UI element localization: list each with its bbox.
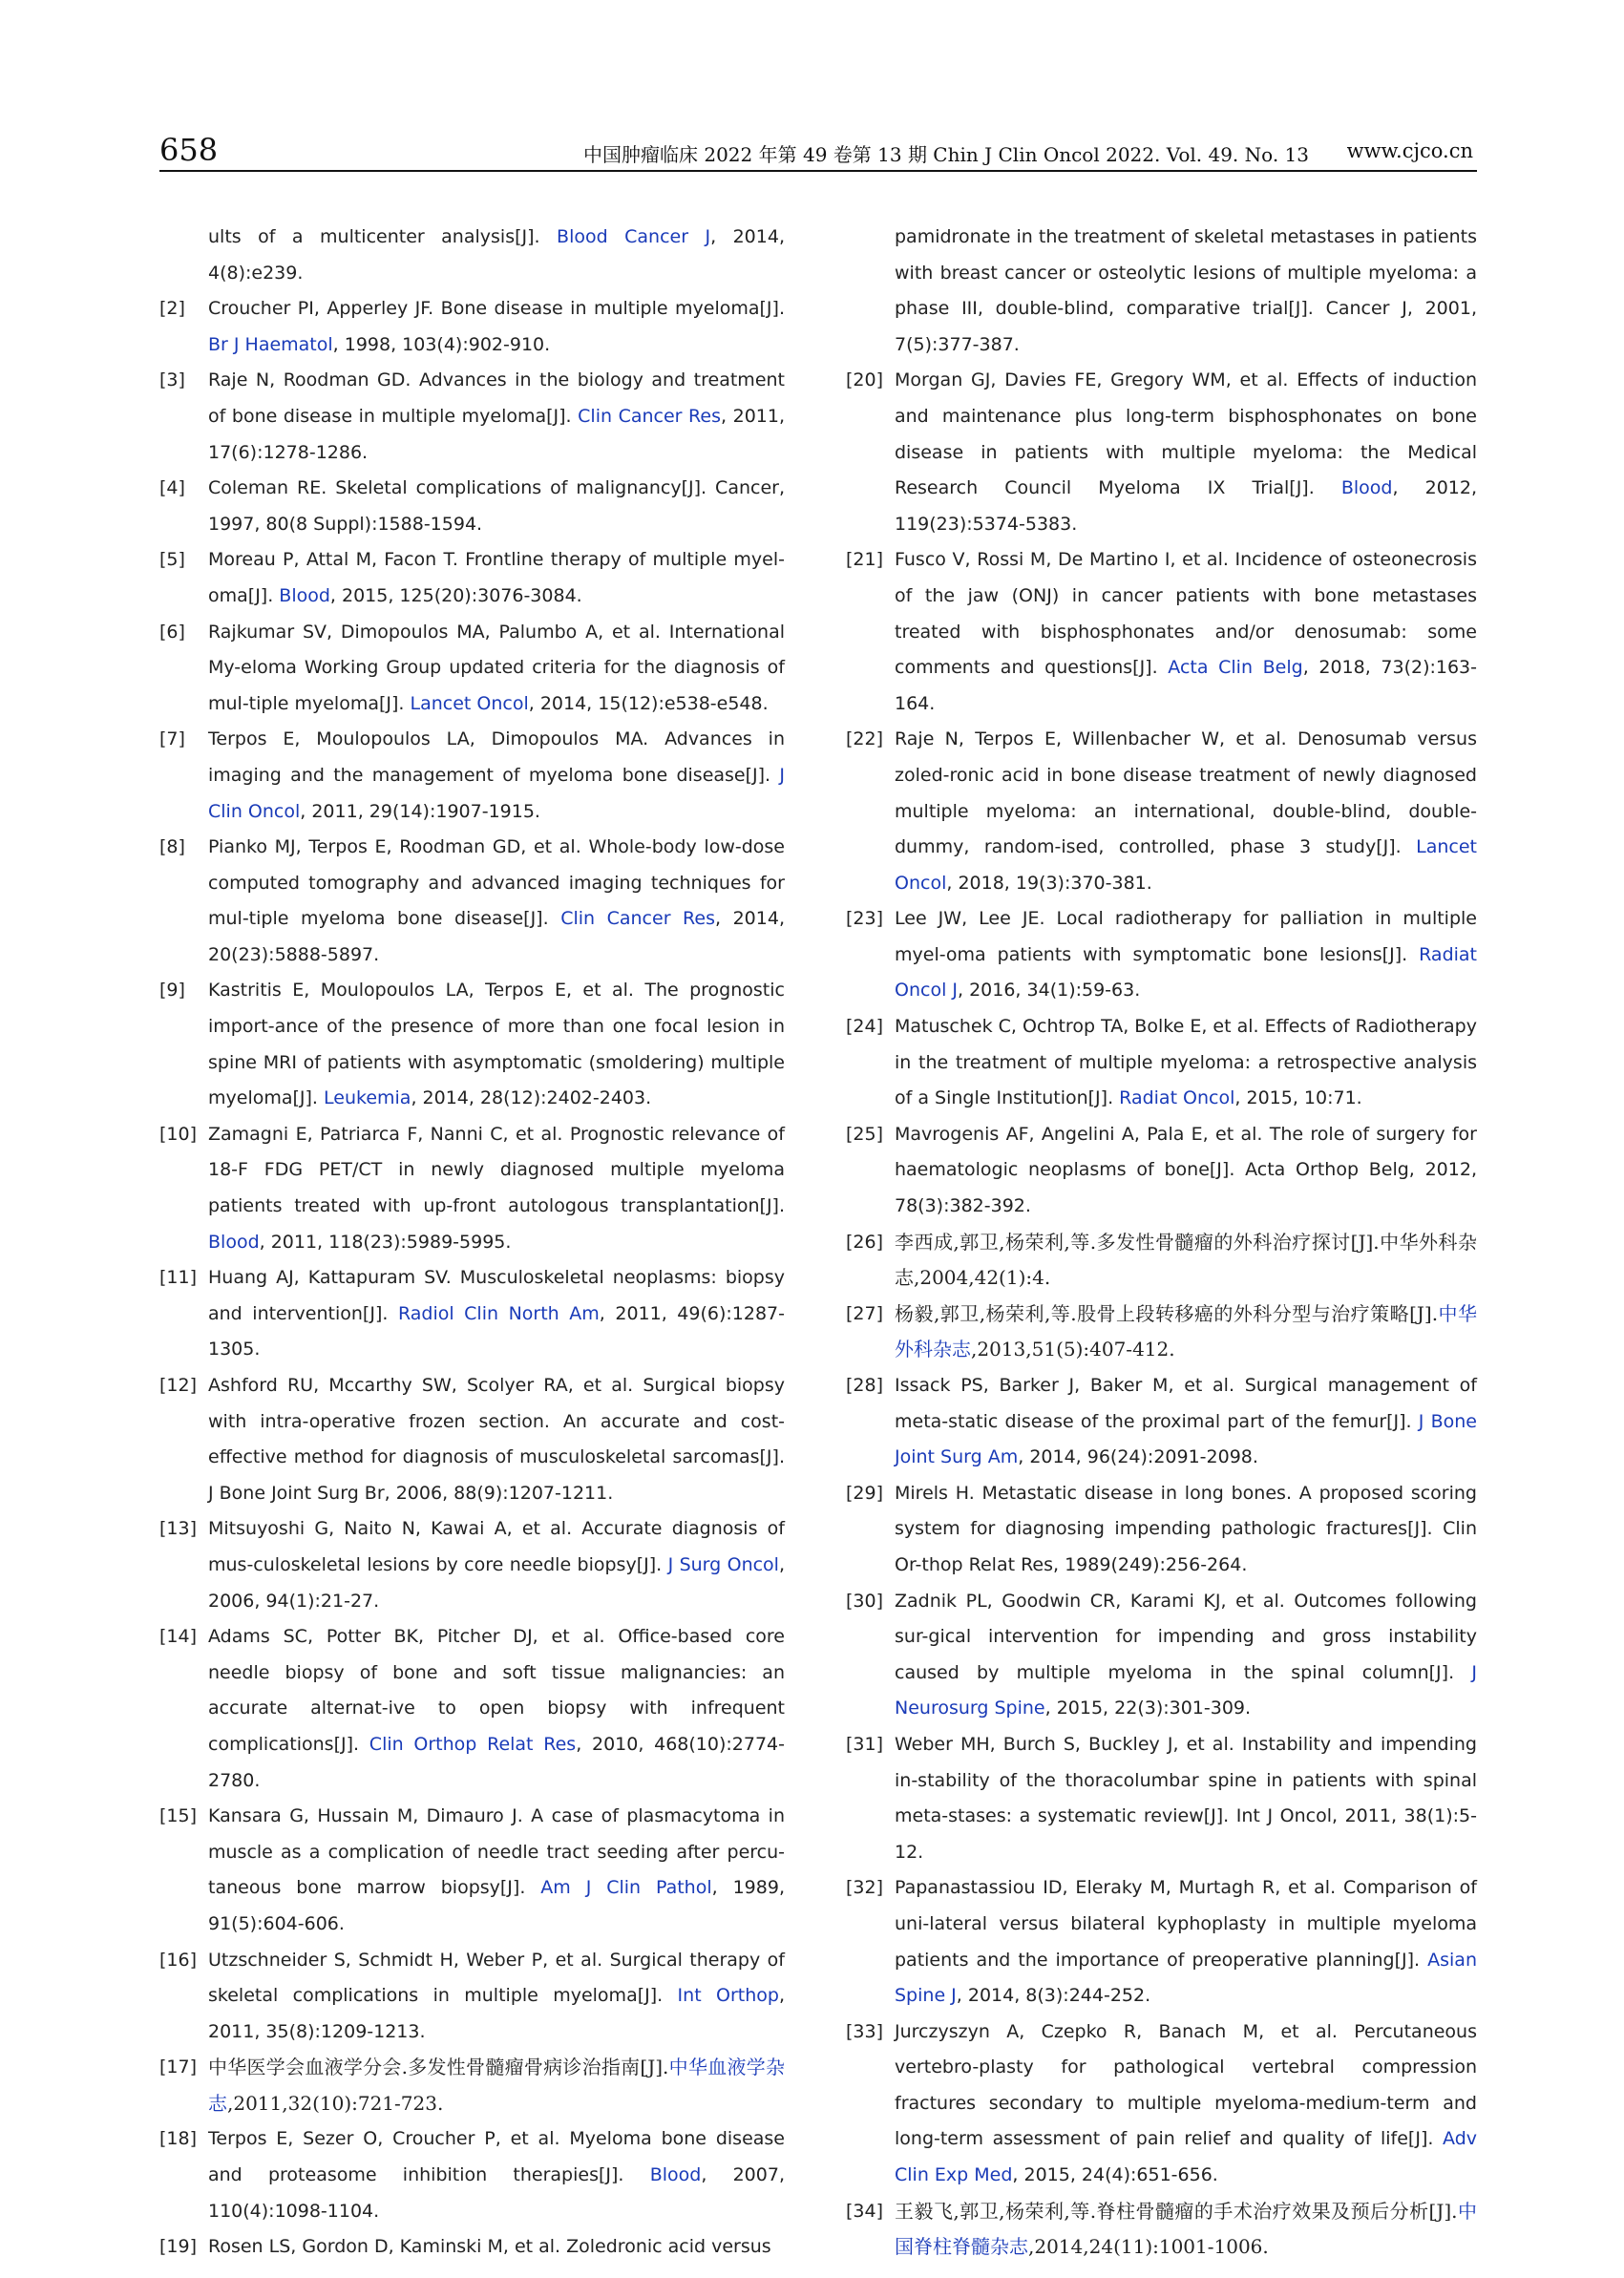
reference-text — [895, 722, 1477, 901]
reference-number: [4] — [159, 477, 185, 499]
reference-number: [31] — [846, 1733, 884, 1755]
reference-item — [846, 1584, 1477, 1727]
reference-body: Mavrogenis AF, Angelini A, Pala E, et al. The role of surgery for haematologic neoplasms of bone[J]. Acta Orthop Belg, 2012, 78(3):382-392. — [895, 1123, 1477, 1217]
reference-number: [34] — [846, 2200, 884, 2222]
reference-text — [208, 1260, 785, 1368]
reference-item — [846, 1368, 1477, 1476]
journal-link[interactable]: 中华外科杂志 — [895, 1301, 1478, 1361]
reference-body: 李西成,郭卫,杨荣利,等.多发性骨髓瘤的外科治疗探讨[J].中华外科杂志,2004,42(1):4. — [895, 1230, 1477, 1290]
reference-body: Raje N, Roodman GD. Advances in the biology and treatment of bone disease in multiple myeloma[J]. — [208, 369, 785, 427]
journal-link[interactable]: Blood — [1340, 477, 1393, 499]
reference-item — [159, 1799, 785, 1942]
reference-item — [159, 542, 785, 614]
reference-text — [895, 1368, 1477, 1476]
reference-text — [208, 363, 785, 471]
reference-details: , 2018, 19(3):370-381. — [946, 872, 1152, 894]
reference-details: , 2015, 125(20):3076-3084. — [329, 584, 582, 606]
reference-number: [13] — [159, 1518, 198, 1540]
reference-text — [895, 901, 1477, 1009]
reference-body: Croucher PI, Apperley JF. Bone disease in multiple myeloma[J]. — [208, 298, 785, 320]
reference-text — [208, 1943, 785, 2051]
reference-text — [208, 471, 785, 542]
reference-number: [29] — [846, 1482, 884, 1504]
journal-link[interactable]: Blood Cancer J — [557, 226, 711, 247]
journal-link[interactable]: Blood — [208, 1231, 260, 1253]
reference-body: Rosen LS, Gordon D, Kaminski M, et al. Zoledronic acid versus — [208, 2236, 771, 2258]
reference-body: pamidronate in the treatment of skeletal metastases in patients with breast cancer or osteolytic lesions of multiple myeloma: a phase III, double-blind, comparative trial[J]. Cancer J, 2001, 7(5):377-387. — [895, 226, 1477, 355]
journal-link[interactable]: J Neurosurg Spine — [895, 1661, 1477, 1719]
reference-body: Pianko MJ, Terpos E, Roodman GD, et al. Whole-body low-dose computed tomography and advanced imaging techniques for mul-tiple myeloma bone disease[J]. — [208, 836, 785, 930]
reference-text — [208, 291, 785, 363]
journal-link[interactable]: Clin Orthop Relat Res — [369, 1733, 577, 1755]
journal-website: www.cjco.cn — [1346, 139, 1473, 162]
reference-body: Mitsuyoshi G, Naito N, Kawai A, et al. Accurate diagnosis of mus-culoskeletal lesions by core needle biopsy[J]. — [208, 1518, 785, 1575]
reference-number: [20] — [846, 369, 884, 391]
reference-item — [846, 1870, 1477, 2014]
journal-link[interactable]: Asian Spine J — [895, 1949, 1477, 2007]
reference-number: [17] — [159, 2057, 198, 2078]
journal-link[interactable]: Radiat Oncol J — [895, 943, 1477, 1002]
reference-body: Huang AJ, Kattapuram SV. Musculoskeletal neoplasms: biopsy and intervention[J]. — [208, 1267, 785, 1324]
reference-body: 杨毅,郭卫,杨荣利,等.股骨上段转移癌的外科分型与治疗策略[J]. — [895, 1301, 1439, 1325]
reference-number: [22] — [846, 728, 884, 750]
reference-item — [159, 471, 785, 542]
reference-number: [33] — [846, 2020, 884, 2042]
reference-text — [895, 1117, 1477, 1225]
reference-number: [14] — [159, 1626, 198, 1648]
journal-link[interactable]: Am J Clin Pathol — [540, 1877, 712, 1899]
reference-item — [846, 2194, 1477, 2266]
reference-details: , 2011, 49(6):1287-1305. — [208, 1302, 786, 1360]
reference-item — [159, 2229, 785, 2266]
reference-item — [159, 1368, 785, 1511]
reference-item — [846, 1727, 1477, 1870]
reference-text — [208, 830, 785, 973]
reference-number: [23] — [846, 908, 884, 930]
reference-details: , 1998, 103(4):902-910. — [332, 333, 551, 355]
reference-item — [846, 363, 1477, 542]
reference-body: Rajkumar SV, Dimopoulos MA, Palumbo A, et al. International My-eloma Working Group updated criteria for the diagnosis of mul-tiple myeloma[J]. — [208, 621, 785, 714]
reference-details: , 2014, 20(23):5888-5897. — [208, 908, 785, 965]
journal-link[interactable]: 中华血液学杂志 — [208, 2056, 786, 2115]
reference-item — [846, 1225, 1477, 1297]
reference-item — [159, 291, 785, 363]
reference-item — [159, 830, 785, 973]
journal-name: 中国肿瘤临床 2022 年第 49 卷第 13 期 Chin J Clin Oncol 2022. Vol. 49. No. 13 — [583, 143, 1309, 166]
journal-link[interactable]: Br J Haematol — [208, 333, 333, 355]
reference-text — [895, 220, 1477, 363]
reference-details: ,2013,51(5):407-412. — [971, 1338, 1175, 1361]
reference-details: , 2011, 29(14):1907-1915. — [300, 800, 540, 822]
reference-item — [846, 1117, 1477, 1225]
reference-text — [895, 363, 1477, 542]
reference-item — [846, 1009, 1477, 1117]
journal-link[interactable]: Radiat Oncol — [1119, 1087, 1235, 1109]
reference-body: Papanastassiou ID, Eleraky M, Murtagh R, et al. Comparison of uni-lateral versus bilateral kyphoplasty in multiple myeloma patients and the importance of preoperative planning[J]. — [895, 1877, 1477, 1971]
reference-details: , 2015, 10:71. — [1234, 1087, 1362, 1109]
journal-link[interactable]: J Bone Joint Surg Am — [895, 1410, 1477, 1468]
journal-link[interactable]: 中国脊柱脊髓杂志 — [895, 2199, 1478, 2259]
reference-item — [846, 1476, 1477, 1584]
reference-number: [21] — [846, 549, 884, 571]
reference-body: Zamagni E, Patriarca F, Nanni C, et al. Prognostic relevance of 18-F FDG PET/CT in newly diagnosed multiple myeloma patients treated with up-front autologous transplantation[J]. — [208, 1123, 785, 1217]
reference-body: Issack PS, Barker J, Baker M, et al. Surgical management of meta-static disease of the proximal part of the femur[J]. — [895, 1375, 1477, 1432]
reference-text — [208, 615, 785, 723]
reference-number: [25] — [846, 1123, 884, 1145]
journal-link[interactable]: Blood — [279, 584, 330, 606]
reference-body: Moreau P, Attal M, Facon T. Frontline therapy of multiple myel-oma[J]. — [208, 549, 785, 606]
reference-item — [846, 2014, 1477, 2194]
reference-number: [24] — [846, 1016, 884, 1038]
reference-number: [15] — [159, 1805, 198, 1827]
reference-body: Coleman RE. Skeletal complications of malignancy[J]. Cancer, 1997, 80(8 Suppl):1588-1594. — [208, 477, 785, 535]
reference-text — [895, 1727, 1477, 1870]
reference-text — [895, 2014, 1477, 2194]
reference-body: Utzschneider S, Schmidt H, Weber P, et al. Surgical therapy of skeletal complications in multiple myeloma[J]. — [208, 1949, 785, 2007]
reference-text — [895, 1225, 1477, 1297]
reference-item — [159, 2050, 785, 2121]
reference-number: [7] — [159, 728, 185, 750]
reference-item — [159, 1619, 785, 1799]
reference-body: Fusco V, Rossi M, De Martino I, et al. Incidence of osteonecrosis of the jaw (ONJ) in cancer patients with bone metastases treated with bisphosphonates and/or denosumab: some comments and questions[J]. — [895, 549, 1477, 679]
reference-number: [5] — [159, 549, 185, 571]
reference-number: [11] — [159, 1267, 198, 1289]
reference-number: [9] — [159, 980, 185, 1002]
reference-number: [12] — [159, 1375, 198, 1396]
reference-details: , 2016, 34(1):59-63. — [958, 980, 1141, 1002]
journal-link[interactable]: Leukemia — [324, 1087, 411, 1109]
journal-link[interactable]: Adv Clin Exp Med — [895, 2128, 1477, 2186]
reference-text — [208, 542, 785, 614]
reference-details: , 2011, 118(23):5989-5995. — [259, 1231, 512, 1253]
reference-body: Terpos E, Moulopoulos LA, Dimopoulos MA. Advances in imaging and the management of myeloma bone disease[J]. — [208, 728, 785, 786]
reference-text — [208, 2229, 785, 2266]
reference-number: [32] — [846, 1877, 884, 1899]
journal-link[interactable]: Lancet Oncol — [895, 836, 1477, 894]
reference-item — [159, 1260, 785, 1368]
reference-text — [208, 973, 785, 1116]
reference-details: , 2014, 8(3):244-252. — [956, 1985, 1151, 2007]
reference-text — [208, 1117, 785, 1260]
reference-number: [18] — [159, 2128, 198, 2150]
reference-item — [846, 220, 1477, 363]
journal-link[interactable]: Clin Cancer Res — [560, 908, 715, 930]
reference-text — [208, 1799, 785, 1942]
reference-details: , 2007, 110(4):1098-1104. — [208, 2164, 785, 2222]
reference-details: , 2014, 28(12):2402-2403. — [411, 1087, 652, 1109]
reference-details: , 2015, 22(3):301-309. — [1044, 1698, 1252, 1719]
reference-item — [846, 1297, 1477, 1368]
reference-text — [895, 1870, 1477, 2014]
reference-item — [159, 1511, 785, 1619]
reference-number: [28] — [846, 1375, 884, 1396]
reference-body: Zadnik PL, Goodwin CR, Karami KJ, et al. Outcomes following sur-gical intervention for impending and gross instability caused by multiple myeloma in the spinal column[J]. — [895, 1590, 1477, 1683]
reference-body: Matuschek C, Ochtrop TA, Bolke E, et al. Effects of Radiotherapy in the treatment of multiple myeloma: a retrospective analysis of a Single Institution[J]. — [895, 1016, 1477, 1109]
reference-item — [159, 973, 785, 1116]
reference-details: , 2012, 119(23):5374-5383. — [895, 477, 1478, 535]
reference-text — [895, 2194, 1477, 2266]
reference-text — [208, 722, 785, 830]
journal-link[interactable]: Lancet Oncol — [410, 692, 529, 714]
reference-number: [30] — [846, 1590, 884, 1612]
reference-item — [159, 1943, 785, 2051]
reference-body: Raje N, Terpos E, Willenbacher W, et al. Denosumab versus zoled-ronic acid in bone disease treatment of newly diagnosed multiple myeloma: an international, double-blind, double-dummy, random-ised, controlled, phase 3 study[J]. — [895, 728, 1477, 858]
reference-text — [208, 1511, 785, 1619]
reference-details: , 2011, 17(6):1278-1286. — [208, 405, 785, 463]
reference-details: , 2018, 73(2):163-164. — [895, 657, 1477, 714]
journal-link[interactable]: J Surg Oncol — [667, 1553, 779, 1575]
reference-text — [895, 1476, 1477, 1584]
reference-number: [3] — [159, 369, 185, 391]
header-rule — [159, 170, 1477, 172]
reference-item — [846, 901, 1477, 1009]
reference-body: 王毅飞,郭卫,杨荣利,等.脊柱骨髓瘤的手术治疗效果及预后分析[J]. — [895, 2199, 1458, 2223]
reference-body: Kastritis E, Moulopoulos LA, Terpos E, et al. The prognostic import-ance of the presence of more than one focal lesion in spine MRI of patients with asymptomatic (smoldering) multiple myeloma[J]. — [208, 980, 785, 1109]
reference-details: , 2006, 94(1):21-27. — [208, 1553, 786, 1612]
reference-body: 中华医学会血液学分会.多发性骨髓瘤骨病诊治指南[J]. — [208, 2056, 669, 2079]
reference-text — [895, 542, 1477, 722]
reference-item — [159, 1117, 785, 1260]
reference-text — [895, 1009, 1477, 1117]
reference-text — [208, 1619, 785, 1799]
reference-body: ults of a multicenter analysis[J]. — [208, 226, 558, 247]
reference-body: Terpos E, Sezer O, Croucher P, et al. Myeloma bone disease and proteasome inhibition therapies[J]. — [208, 2128, 785, 2186]
reference-number: [26] — [846, 1231, 884, 1253]
reference-body: Ashford RU, Mccarthy SW, Scolyer RA, et al. Surgical biopsy with intra-operative frozen section. An accurate and cost-effective method for diagnosis of musculoskeletal sarcomas[J]. J Bone Joint Surg Br, 2006, 88(9):1207-1211. — [208, 1375, 785, 1504]
reference-details: , 2014, 4(8):e239. — [208, 226, 785, 284]
reference-body: Kansara G, Hussain M, Dimauro J. A case of plasmacytoma in muscle as a complication of needle tract seeding after percu-taneous bone marrow biopsy[J]. — [208, 1805, 785, 1899]
page-number: 658 — [159, 132, 219, 168]
reference-body: Lee JW, Lee JE. Local radiotherapy for palliation in multiple myel-oma patients with symptomatic bone lesions[J]. — [895, 908, 1477, 965]
reference-text — [208, 2050, 785, 2121]
reference-number: [6] — [159, 621, 185, 643]
reference-number: [8] — [159, 836, 185, 858]
reference-item — [159, 615, 785, 723]
reference-text — [895, 1297, 1477, 1368]
reference-text — [208, 220, 785, 291]
reference-details: , 1989, 91(5):604-606. — [208, 1877, 785, 1934]
reference-item — [159, 220, 785, 291]
reference-number: [10] — [159, 1123, 198, 1145]
reference-number: [19] — [159, 2236, 198, 2258]
reference-text — [208, 1368, 785, 1511]
reference-details: , 2015, 24(4):651-656. — [1012, 2164, 1218, 2186]
running-header — [159, 130, 1477, 172]
journal-link[interactable]: Acta Clin Belg — [1168, 657, 1303, 679]
reference-body: Mirels H. Metastatic disease in long bones. A proposed scoring system for diagnosing impending pathologic fractures[J]. Clin Or-thop Relat Res, 1989(249):256-264. — [895, 1482, 1477, 1575]
reference-item — [159, 722, 785, 830]
journal-link[interactable]: Int Orthop — [677, 1985, 779, 2007]
journal-link[interactable]: Blood — [649, 2164, 702, 2186]
reference-details: , 2014, 96(24):2091-2098. — [1018, 1446, 1258, 1468]
reference-item — [159, 2121, 785, 2229]
reference-column-right — [846, 220, 1477, 2266]
reference-body: Weber MH, Burch S, Buckley J, et al. Instability and impending in-stability of the thoracolumbar spine in patients with spinal meta-stases: a systematic review[J]. Int J Oncol, 2011, 38(1):5-12. — [895, 1733, 1477, 1863]
reference-text — [895, 1584, 1477, 1727]
journal-link[interactable]: Radiol Clin North Am — [397, 1302, 600, 1324]
reference-details: , 2011, 35(8):1209-1213. — [208, 1985, 785, 2042]
reference-body: Adams SC, Potter BK, Pitcher DJ, et al. Office-based core needle biopsy of bone and soft tissue malignancies: an accurate alternat-ive to open biopsy with infrequent complications[J]. — [208, 1626, 785, 1755]
reference-item — [846, 722, 1477, 901]
reference-number: [16] — [159, 1949, 198, 1971]
reference-column-left — [159, 220, 785, 2266]
reference-details: , 2010, 468(10):2774-2780. — [208, 1733, 786, 1791]
reference-body: Morgan GJ, Davies FE, Gregory WM, et al. Effects of induction and maintenance plus long-term bisphosphonates on bone disease in patients with multiple myeloma: the Medical Research Council Myeloma IX Trial[J]. — [895, 369, 1477, 499]
reference-number: [27] — [846, 1302, 884, 1324]
reference-text — [208, 2121, 785, 2229]
reference-body: Jurczyszyn A, Czepko R, Banach M, et al. Percutaneous vertebro-plasty for pathological vertebral compression fractures secondary to multiple myeloma-medium-term and long-term assessment of pain relief and quality of life[J]. — [895, 2020, 1477, 2150]
journal-link[interactable]: J Clin Oncol — [208, 764, 785, 822]
reference-item — [846, 542, 1477, 722]
reference-details: ,2014,24(11):1001-1006. — [1028, 2235, 1269, 2259]
reference-details: ,2011,32(10):721-723. — [227, 2091, 444, 2115]
reference-item — [159, 363, 785, 471]
reference-details: , 2014, 15(12):e538-e548. — [528, 692, 769, 714]
journal-link[interactable]: Clin Cancer Res — [578, 405, 721, 427]
reference-number: [2] — [159, 298, 185, 320]
